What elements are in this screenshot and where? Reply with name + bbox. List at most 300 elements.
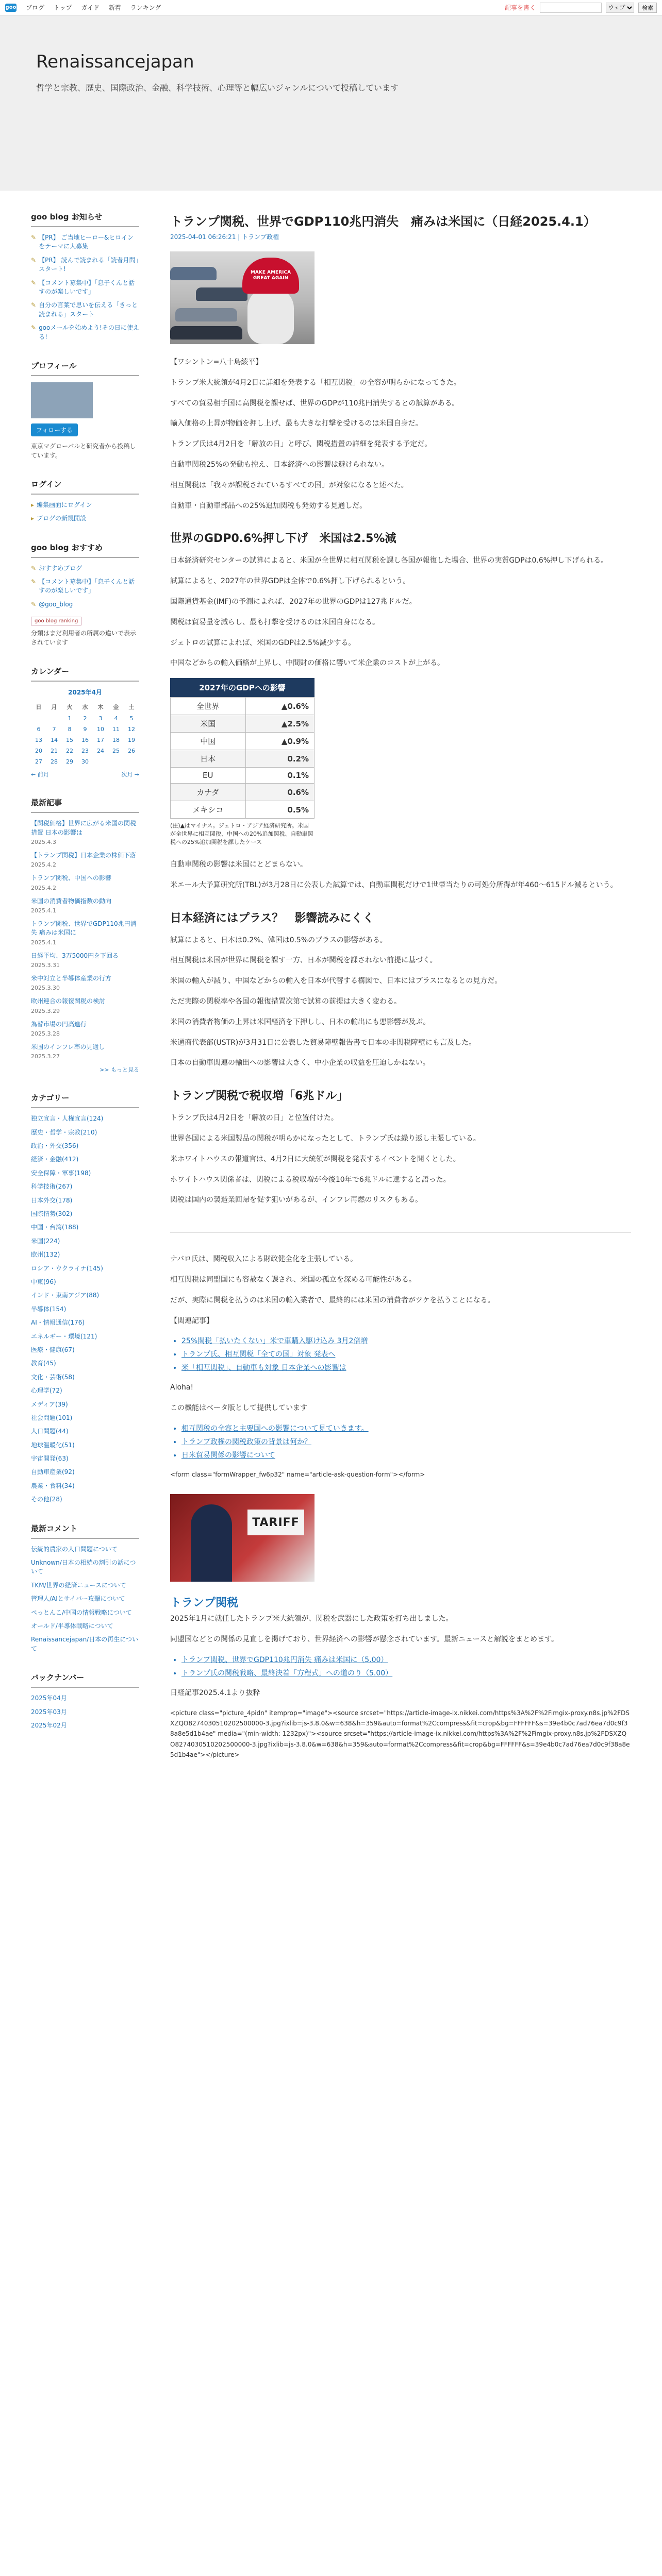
article-paragraph: 中国などからの輸入価格が上昇し、中間財の価格に響いて米企業のコストが上がる。 (170, 659, 444, 668)
tariff-sign: TARIFF (247, 1510, 304, 1535)
top-right-area (505, 3, 657, 13)
section-heading: 日本経済にはプラス？ 影響読みにくく (170, 911, 374, 925)
recent-item-link[interactable]: 米国の消費者物価指数の動向 (31, 897, 112, 905)
recent-item[interactable] (31, 851, 139, 869)
category-item-link[interactable]: インド・東南アジア(88) (31, 1292, 100, 1299)
category-item[interactable] (31, 1441, 139, 1450)
calendar-day[interactable]: 12 (128, 726, 135, 733)
category-item-link[interactable]: AI・情報通信(176) (31, 1319, 85, 1327)
gdp-region: カナダ (171, 784, 246, 801)
calendar-day[interactable]: 1 (68, 715, 72, 722)
calendar-day[interactable]: 24 (97, 748, 104, 755)
backnumber-item-link[interactable]: 2025年02月 (31, 1721, 67, 1729)
calendar-day[interactable]: 11 (112, 726, 120, 733)
category-item[interactable] (31, 1359, 139, 1368)
calendar-day[interactable]: 6 (37, 726, 41, 733)
search-scope-select[interactable] (606, 3, 634, 13)
article-image[interactable] (170, 251, 315, 344)
calendar-row (31, 745, 139, 756)
comment-item-link[interactable]: TKM/世界の経済ニュースについて (31, 1581, 126, 1589)
category-item[interactable] (31, 1482, 139, 1490)
car-shape (196, 287, 247, 301)
category-item-link[interactable]: 政治・外交(356) (31, 1142, 79, 1150)
login-item-link[interactable]: 編集画面にログイン (37, 501, 92, 509)
calendar-day[interactable]: 22 (66, 748, 73, 755)
recent-item[interactable] (31, 1043, 139, 1061)
related-title: 【関連記事】 (170, 1316, 213, 1325)
category-item[interactable] (31, 1291, 139, 1300)
article2-link[interactable] (181, 1654, 631, 1665)
bullet-icon: ✎ (31, 279, 37, 286)
comment-item-link[interactable]: オールド/半導体戦略について (31, 1622, 113, 1630)
article-title[interactable]: トランプ関税、世界でGDP110兆円消失 痛みは米国に（日経2025.4.1） (170, 214, 596, 229)
recent-item-date: 2025.4.1 (31, 939, 56, 946)
bullet-icon: ✎ (31, 256, 37, 264)
bullet-icon: ✎ (31, 578, 37, 586)
category-item[interactable] (31, 1142, 139, 1150)
category-item[interactable] (31, 1264, 139, 1273)
category-item[interactable] (31, 1128, 139, 1137)
calendar-nav (31, 770, 139, 778)
article-paragraph: 世界各国による米国製品の関税が明らかになったとして、トランプ氏は繰り返し主張している。 (170, 1134, 481, 1143)
comment-item-link[interactable]: ぺっとんこ/中国の情報戦略について (31, 1608, 132, 1616)
search-button[interactable]: 検索 (638, 3, 657, 13)
article-paragraph: 相互関税は「我々が課税されているすべての国」が対象になると述べた。 (170, 481, 408, 489)
article-source: 【ワシントン=八十島綾平】 (170, 358, 263, 366)
calendar-weekday: 金 (113, 704, 119, 711)
related-item-link[interactable]: 米「相互関税」、自動車も対象 日本企業への影響は (181, 1364, 346, 1372)
article2-link-link[interactable]: トランプ関税、世界でGDP110兆円消失 痛みは米国に（5.00） (181, 1655, 388, 1664)
goo-brand[interactable]: goo (5, 4, 16, 12)
paragraph-block (170, 1613, 631, 1646)
calendar-weekday: 土 (128, 704, 135, 711)
article2-link-link[interactable]: トランプ氏の関税戦略、最終決着「方程式」への道のり（5.00） (181, 1669, 393, 1677)
category-item-link[interactable]: 地球温暖化(51) (31, 1441, 75, 1449)
recent-item-date: 2025.3.30 (31, 985, 60, 992)
news-item[interactable] (31, 233, 139, 251)
article-paragraph: 輸入価格の上昇が物価を押し上げ、最も大きな打撃を受けるのは米国自身だ。 (170, 419, 423, 428)
category-item-link[interactable]: 医療・健康(67) (31, 1346, 75, 1353)
category-item[interactable] (31, 1305, 139, 1314)
recent-item-date: 2025.3.27 (31, 1053, 60, 1060)
category-item-link[interactable]: 宇宙開発(63) (31, 1455, 69, 1463)
category-item[interactable] (31, 1182, 139, 1191)
gdp-region: 米国 (171, 715, 246, 733)
backnumber-item-link[interactable]: 2025年04月 (31, 1694, 67, 1702)
comment-item[interactable] (31, 1622, 139, 1631)
comment-item[interactable] (31, 1595, 139, 1603)
calendar-day[interactable]: 5 (129, 715, 134, 722)
code-block: <picture class="picture_4pidn" itemprop="image"><source srcset="https://article-image-ix.nikkei.com/https%3A%2F%2Fimgix-proxy.n8s.jp%2FDSXZQO8274030510202500000-3.jpg?ixlib=js-3.8.0&w=638&h=359&auto=format%2Ccompress&fit=crop&bg=FFFFFF&s=39e4b0c7ad76ea7d0c9f38a8e5d1b4ae" media="(min-width: 1232px)"><source srcset="https://article-image-ix.nikkei.com/https%3A%2F%2Fimgix-proxy.n8s.jp%2FDSXZQO8274030510202500000-3.jpg?ixlib=js-3.8.0&w=638&h=359&auto=format%2Ccompress&fit=crop&bg=FFFFFF&s=39e4b0c7ad76ea7d0c9f38a8e5d1b4ae"></picture> (170, 1709, 630, 1759)
category-item-link[interactable]: 心理学(72) (31, 1387, 62, 1395)
category-item-link[interactable]: 経済・金融(412) (31, 1156, 79, 1163)
calendar-day[interactable]: 18 (112, 737, 120, 744)
article-paragraph: 試算によると、日本は0.2%、韓国は0.5%のプラスの影響がある。 (170, 936, 387, 944)
gdp-table-row (171, 768, 315, 784)
category-item[interactable] (31, 1468, 139, 1477)
article-paragraph: 米国の輸入が減り、中国などからの輸入を日本が代替する構図で、日本にはプラスになるとの見方だ。 (170, 977, 502, 986)
calendar-day (93, 756, 108, 767)
article-paragraph: 国際通貨基金(IMF)の予測によれば、2027年の世界のGDPは127兆ドルだ。 (170, 597, 417, 606)
recent-item[interactable] (31, 1020, 139, 1038)
related-item[interactable] (181, 1335, 631, 1346)
recent-section (31, 797, 139, 1074)
section-heading: トランプ関税で税収増「6兆ドル」 (170, 1090, 349, 1103)
sidebar (31, 211, 139, 1769)
category-item[interactable] (31, 1346, 139, 1354)
gdp-region: 日本 (171, 750, 246, 768)
gdp-region: EU (171, 768, 246, 784)
calendar-day[interactable]: 29 (66, 758, 73, 766)
profile-avatar[interactable] (31, 382, 93, 418)
category-item-link[interactable]: 科学技術(267) (31, 1183, 73, 1191)
gdp-value: ▲0.9% (245, 733, 314, 750)
write-article-link[interactable]: 記事を書く (504, 4, 536, 11)
category-item-link[interactable]: 歴史・哲学・宗教(210) (31, 1128, 97, 1136)
gdp-value: 0.1% (245, 768, 314, 784)
section-title: カテゴリー (31, 1092, 139, 1108)
news-item-link[interactable]: 自分の言葉で思いを伝える「きっと読まれる」スタート (39, 301, 138, 318)
recent-item-date: 2025.4.3 (31, 839, 56, 846)
section-heading: 世界のGDP0.6%押し下げ 米国は2.5%減 (170, 532, 396, 546)
recent-item-link[interactable]: 【関税価格】世界に広がる米国の関税措置 日本の影響は (31, 820, 137, 836)
top-nav-link[interactable]: ブログ (26, 4, 45, 11)
recent-more-link[interactable]: >> もっと見る (100, 1066, 139, 1074)
article-paragraph: ホワイトハウス関係者は、関税による税収増が今後10年で6兆ドルに達すると語った。 (170, 1175, 451, 1184)
gdp-region: メキシコ (171, 801, 246, 819)
recent-item[interactable] (31, 874, 139, 892)
recommend-item[interactable] (31, 600, 139, 609)
calendar-day[interactable]: 23 (81, 748, 89, 755)
backnumber-item[interactable] (31, 1721, 139, 1730)
category-item-link[interactable]: 半導体(154) (31, 1305, 67, 1313)
recent-item-link[interactable]: 米中対立と半導体産業の行方 (31, 975, 112, 982)
recommend-section (31, 542, 139, 648)
calendar-body (31, 713, 139, 767)
article-paragraph: 2025年1月に就任したトランプ米大統領が、関税を武器にした政策を打ち出しました。 (170, 1615, 453, 1623)
login-section (31, 479, 139, 523)
article-paragraph: 米エール大予算研究所(TBL)が3月28日に公表した試算では、自動車関税だけで1世帯当たりの可処分所得が年460～615ドル減るという。 (170, 880, 618, 889)
backnumber-item[interactable] (31, 1708, 139, 1717)
calendar-day[interactable]: 9 (83, 726, 87, 733)
calendar-day[interactable]: 21 (51, 748, 58, 755)
follow-button[interactable]: フォローする (31, 423, 78, 436)
article-paragraph: 関税は貿易量を減らし、最も打撃を受けるのは米国自身になる。 (170, 618, 379, 626)
category-item[interactable] (31, 1332, 139, 1341)
paragraph-block (170, 935, 631, 1070)
bullet-icon: ✎ (31, 564, 37, 572)
category-item[interactable] (31, 1210, 139, 1218)
calendar-section (31, 666, 139, 778)
login-item[interactable] (31, 501, 139, 510)
gdp-value: ▲0.6% (245, 698, 314, 715)
category-item-link[interactable]: 安全保障・軍事(198) (31, 1169, 91, 1177)
category-item[interactable] (31, 1386, 139, 1395)
calendar-day[interactable]: 19 (128, 737, 135, 744)
summary-item[interactable] (181, 1423, 631, 1433)
login-item[interactable] (31, 514, 139, 523)
news-item[interactable] (31, 301, 139, 319)
search-input[interactable] (540, 3, 602, 13)
category-item-link[interactable]: ロシア・ウクライナ(145) (31, 1264, 103, 1272)
recent-item[interactable] (31, 897, 139, 915)
category-item-link[interactable]: エネルギー・環境(121) (31, 1332, 97, 1340)
recent-item-link[interactable]: 【トランプ関税】日本企業の株価下落 (31, 851, 137, 859)
comment-item[interactable] (31, 1608, 139, 1617)
recent-item-date: 2025.4.2 (31, 861, 56, 869)
tariff-image[interactable] (170, 1494, 315, 1582)
calendar-day[interactable]: 25 (112, 748, 120, 755)
calendar-day[interactable]: 17 (97, 737, 104, 744)
comments-section (31, 1523, 139, 1654)
article-meta[interactable]: 2025-04-01 06:26:21 | トランプ政権 (170, 233, 279, 241)
calendar-day[interactable]: 20 (35, 748, 42, 755)
article-paragraph: 日本の自動車関連の輸出への影響は大きく、中小企業の収益を圧迫しかねない。 (170, 1059, 430, 1067)
recent-item-date: 2025.3.29 (31, 1007, 60, 1014)
article2-links (170, 1654, 631, 1678)
article-paragraph: 自動車関税25%の発動も控え、日本経済への影響は避けられない。 (170, 460, 389, 469)
calendar-day[interactable]: 16 (81, 737, 89, 744)
article-paragraph: ナバロ氏は、関税収入による財政健全化を主張している。 (170, 1255, 358, 1264)
category-item-link[interactable]: 文化・芸術(58) (31, 1373, 75, 1381)
recent-item[interactable] (31, 920, 139, 947)
category-item-link[interactable]: 農業・食料(34) (31, 1482, 75, 1489)
recent-item-link[interactable]: 米国のインフレ率の見通し (31, 1043, 105, 1050)
article-paragraph: 米通商代表部(USTR)が3月31日に公表した貿易障壁報告書で日本の非関税障壁にも言及した。 (170, 1038, 476, 1047)
category-item[interactable] (31, 1114, 139, 1123)
category-item-link[interactable]: 中国・台湾(188) (31, 1224, 79, 1231)
calendar-day[interactable]: 7 (52, 726, 56, 733)
calendar-next-link[interactable]: 次月 → (121, 771, 139, 778)
profile-text: 東京マグローバルと研究者から投稿しています。 (31, 442, 136, 459)
article2-title[interactable]: トランプ関税 (170, 1597, 239, 1610)
main-article (170, 211, 631, 1769)
article2-link[interactable] (181, 1668, 631, 1678)
gdp-value: 0.6% (245, 784, 314, 801)
category-item[interactable] (31, 1495, 139, 1504)
article-paragraph: 相互関税は同盟国にも容赦なく課され、米国の孤立を深める可能性がある。 (170, 1275, 416, 1284)
comment-item[interactable] (31, 1558, 139, 1577)
backnumber-item-link[interactable]: 2025年03月 (31, 1708, 67, 1716)
calendar-day[interactable]: 10 (97, 726, 104, 733)
category-item[interactable] (31, 1223, 139, 1232)
category-item-link[interactable]: その他(28) (31, 1496, 62, 1503)
login-item-link[interactable]: ブログの新規開設 (37, 515, 87, 522)
gdp-table-row (171, 698, 315, 715)
calendar-day[interactable]: 3 (98, 715, 103, 722)
related-item-link[interactable]: 25%関税「払いたくない」米で車購入駆け込み 3月2倍増 (181, 1337, 368, 1346)
calendar-weekday: 月 (51, 704, 57, 711)
category-item-link[interactable]: メディア(39) (31, 1400, 68, 1408)
goo-blog-news (31, 211, 139, 342)
top-nav-link[interactable]: 新着 (108, 4, 121, 11)
gdp-table-row (171, 801, 315, 819)
bullet-icon: ▸ (31, 501, 35, 509)
news-item[interactable] (31, 256, 139, 274)
category-item-link[interactable]: 教育(45) (31, 1360, 56, 1367)
car-shape (175, 308, 237, 321)
article-paragraph: だが、実際に関税を払うのは米国の輸入業者で、最終的には米国の消費者がツケを払うことになる。 (170, 1296, 495, 1304)
category-item[interactable] (31, 1278, 139, 1286)
calendar-day[interactable]: 13 (35, 737, 42, 744)
calendar-day[interactable]: 8 (68, 726, 72, 733)
calendar-day[interactable]: 4 (114, 715, 118, 722)
category-item[interactable] (31, 1318, 139, 1327)
calendar-day (108, 756, 124, 767)
bullet-icon: ✎ (31, 234, 37, 241)
calendar-month[interactable]: 2025年4月 (68, 689, 102, 697)
news-item-link[interactable]: 【コメント募集中】「息子くんと話すのが楽しいです」 (39, 279, 135, 295)
paragraph-block (170, 859, 631, 892)
recommend-list (31, 564, 139, 609)
backnumber-item[interactable] (31, 1694, 139, 1703)
recommend-item-link[interactable]: 【コメント募集中】「息子くんと話すのが楽しいです」 (39, 578, 135, 595)
summary-list (170, 1423, 631, 1460)
category-item[interactable] (31, 1400, 139, 1409)
category-item[interactable] (31, 1454, 139, 1463)
gdp-table-note: (注)▲はマイナス。ジェトロ・アジア経済研究所。米国が全世界に相互関税、中国への20%追加関税、自動車関税への25%追加関税を課したケース (170, 822, 313, 846)
category-item-link[interactable]: 国際情勢(302) (31, 1210, 73, 1218)
recent-item-link[interactable]: トランプ関税、中国への影響 (31, 874, 112, 882)
calendar-row (31, 735, 139, 745)
calendar-prev-link[interactable]: ← 前月 (31, 771, 49, 778)
calendar-day[interactable]: 14 (51, 737, 58, 744)
gdp-region: 全世界 (171, 698, 246, 715)
recommend-item-link[interactable]: @goo_blog (39, 600, 73, 608)
news-item-link[interactable]: 【PR】 読んで読まれる「読者月間」スタート! (39, 256, 139, 273)
category-item[interactable] (31, 1237, 139, 1246)
category-item-link[interactable]: 社会問題(101) (31, 1414, 73, 1421)
gdp-table-row (171, 784, 315, 801)
comment-item-link[interactable]: 伝統的農家の人口問題について (31, 1545, 118, 1553)
recent-item-link[interactable]: 日経平均、3万5000円を下回る (31, 952, 119, 959)
category-item[interactable] (31, 1250, 139, 1259)
gdp-table-body (171, 698, 315, 819)
recommend-item-link[interactable]: おすすめブログ (39, 564, 82, 572)
calendar-day[interactable]: 2 (83, 715, 87, 722)
recent-item-link[interactable]: 為替市場の円高進行 (31, 1020, 87, 1028)
news-item-link[interactable]: 【PR】 ご当地ヒーロー&ヒロインをテーマに大募集 (39, 234, 134, 250)
recent-item[interactable] (31, 997, 139, 1015)
comment-item-link[interactable]: 管理人/AIとサイバー攻撃について (31, 1595, 125, 1603)
summary-item-link[interactable]: トランプ政権の関税政策の背景は何か？ (181, 1437, 311, 1446)
news-item[interactable] (31, 324, 139, 342)
maga-hat: MAKE AMERICA GREAT AGAIN (242, 258, 299, 294)
article-paragraph: ただ実際の関税率や各国の報復措置次第で試算の前提は大きく変わる。 (170, 997, 401, 1006)
ranking-text: 分類はまだ利用者の所属の違いで表示されています (31, 630, 137, 647)
comment-item-link[interactable]: Unknown/日本の相続の割引の話について (31, 1559, 136, 1575)
category-item[interactable] (31, 1427, 139, 1436)
article-paragraph: 日本経済研究センターの試算によると、米国が全世界に相互関税を課し各国が報復した場合、世界の実質GDPは0.6%押し下げられる。 (170, 556, 608, 565)
gdp-value: 0.2% (245, 750, 314, 768)
category-item-link[interactable]: 日本外交(178) (31, 1196, 73, 1204)
news-item[interactable] (31, 279, 139, 297)
recommend-item[interactable] (31, 578, 139, 596)
top-nav-link[interactable]: ランキング (130, 4, 161, 11)
divider (170, 1232, 631, 1233)
category-item-link[interactable]: 人口問題(44) (31, 1428, 69, 1435)
category-item[interactable] (31, 1414, 139, 1422)
section-title: 最新記事 (31, 797, 139, 813)
category-item[interactable] (31, 1155, 139, 1164)
person-shape (247, 287, 294, 344)
gdp-table (170, 678, 315, 819)
comment-item[interactable] (31, 1635, 139, 1653)
comment-item[interactable] (31, 1581, 139, 1590)
person-shape (191, 1504, 232, 1582)
recent-item[interactable] (31, 952, 139, 970)
top-nav-link[interactable]: ガイド (81, 4, 100, 11)
calendar-day[interactable]: 27 (35, 758, 42, 766)
summary-item[interactable] (181, 1436, 631, 1447)
summary-item-link[interactable]: 日米貿易関係の影響について (181, 1451, 275, 1460)
top-nav-link[interactable]: トップ (53, 4, 72, 11)
summary-item-link[interactable]: 相互関税の全容と主要国への影響について見ていきます。 (181, 1424, 369, 1433)
gdp-value: 0.5% (245, 801, 314, 819)
related-item[interactable] (181, 1349, 631, 1359)
comment-item-link[interactable]: Renaissancejapan/日本の再生について (31, 1636, 138, 1652)
article-paragraph: 自動車・自動車部品への25%追加関税も発効する見通しだ。 (170, 501, 367, 510)
related-item[interactable] (181, 1362, 631, 1372)
calendar-day (46, 713, 62, 724)
article-paragraph: 試算によると、2027年の世界GDPは全体で0.6%押し下げられるという。 (170, 577, 410, 586)
category-item-link[interactable]: 独立宣言・人権宣言(124) (31, 1115, 104, 1123)
section-title: バックナンバー (31, 1672, 139, 1688)
article-paragraph: 米ホワイトハウスの報道官は、4月2日に大統領が関税を発表するイベントを開くとした。 (170, 1155, 460, 1163)
section-title: ログイン (31, 479, 139, 495)
category-list (31, 1114, 139, 1504)
related-item-link[interactable]: トランプ氏、相互関税「全ての国」対象 発表へ (181, 1350, 336, 1359)
calendar-weekday: 木 (97, 704, 104, 711)
greeting: Aloha! (170, 1383, 194, 1392)
category-item[interactable] (31, 1169, 139, 1178)
recent-item-link[interactable]: トランプ関税、世界でGDP110兆円消失 痛みは米国に (31, 920, 137, 937)
calendar-day (31, 713, 46, 724)
recent-item-link[interactable]: 欧州連合の報復関税の検討 (31, 997, 106, 1005)
recent-item[interactable] (31, 974, 139, 992)
bullet-icon: ✎ (31, 324, 37, 332)
calendar-day[interactable]: 28 (51, 758, 58, 766)
goo-logo[interactable] (5, 4, 16, 12)
site-title[interactable]: Renaissancejapan (36, 52, 194, 72)
calendar-day[interactable]: 15 (66, 737, 73, 744)
article-paragraph: ジェトロの試算によれば、米国のGDPは2.5%減少する。 (170, 638, 356, 647)
category-item-link[interactable]: 自動車産業(92) (31, 1468, 75, 1476)
comment-item[interactable] (31, 1545, 139, 1554)
recent-item[interactable] (31, 819, 139, 846)
car-shape (170, 267, 217, 280)
news-item-link[interactable]: gooメールを始めよう!その日に使える! (39, 324, 139, 341)
category-item-link[interactable]: 欧州(132) (31, 1251, 60, 1259)
category-section (31, 1092, 139, 1504)
recommend-item[interactable] (31, 564, 139, 573)
section-title: カレンダー (31, 666, 139, 682)
bullet-icon: ▸ (31, 515, 35, 522)
login-list (31, 501, 139, 523)
calendar-day[interactable]: 26 (128, 748, 135, 755)
gdp-table-row (171, 750, 315, 768)
ranking-badge[interactable]: goo blog ranking (31, 617, 81, 625)
calendar-weekday: 火 (67, 704, 73, 711)
category-item[interactable] (31, 1196, 139, 1205)
category-item-link[interactable]: 中東(96) (31, 1278, 56, 1285)
calendar-day[interactable]: 30 (81, 758, 89, 766)
summary-item[interactable] (181, 1450, 631, 1460)
site-subtitle: 哲学と宗教、歴史、国際政治、金融、科学技術、心理等と幅広いジャンルについて投稿しています (36, 83, 399, 93)
category-item-link[interactable]: 米国(224) (31, 1237, 60, 1245)
category-item[interactable] (31, 1373, 139, 1382)
paragraph-block (170, 377, 631, 513)
